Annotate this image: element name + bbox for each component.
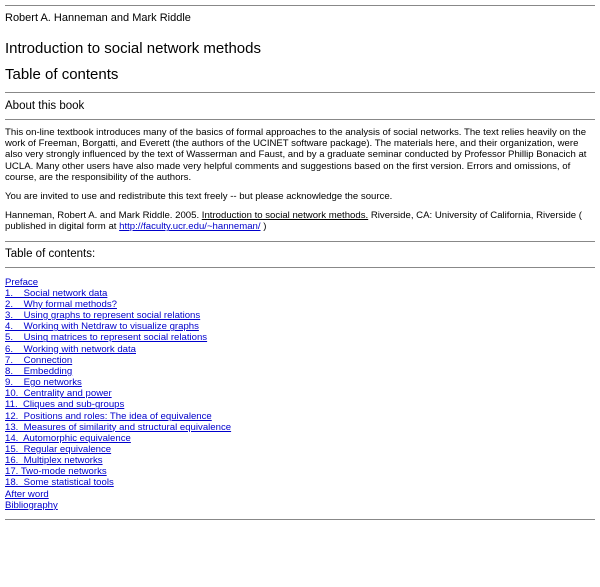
toc-item [5, 444, 595, 455]
toc-heading: Table of contents: [5, 247, 96, 260]
page-subtitle: Table of contents [5, 66, 119, 83]
citation-paragraph [5, 210, 595, 232]
authors-line: Robert A. Hanneman and Mark Riddle [5, 12, 191, 24]
citation-middle: Riverside, CA: University of California, Riverside ( published in digital form at [5, 210, 582, 233]
about-heading: About this book [5, 100, 85, 112]
page-title: Introduction to social network methods [5, 40, 261, 57]
citation-prefix: Hanneman, Robert A. and Mark Riddle. 2005. [5, 210, 202, 222]
toc-top-rule [5, 241, 595, 242]
about-paragraph-2: You are invited to use and redistribute this text freely -- but please acknowledge the source. [5, 191, 393, 203]
toc-item [5, 288, 595, 299]
bottom-rule [5, 519, 595, 520]
toc-heading-rule [5, 267, 595, 268]
toc-item [5, 344, 595, 355]
document-page [5, 0, 595, 520]
toc-item [5, 355, 595, 366]
toc-item [5, 310, 595, 321]
about-rule [5, 119, 595, 120]
toc-link[interactable]: 1. Social network data [5, 287, 108, 299]
toc-link[interactable]: 14. Automorphic equivalence [5, 432, 131, 444]
toc-link[interactable]: 15. Regular equivalence [5, 443, 112, 455]
toc-item [5, 422, 595, 433]
toc-item [5, 455, 595, 466]
toc-link[interactable]: 16. Multiplex networks [5, 455, 103, 467]
toc-item [5, 377, 595, 388]
toc-link[interactable]: 18. Some statistical tools [5, 477, 114, 489]
toc-item [5, 411, 595, 422]
toc-link[interactable]: 13. Measures of similarity and structural equivalence [5, 421, 232, 433]
toc-item [5, 321, 595, 332]
toc-link[interactable]: Bibliography [5, 499, 58, 511]
toc-link[interactable]: After word [5, 488, 49, 500]
toc-list [5, 277, 595, 511]
toc-item [5, 388, 595, 399]
toc-link[interactable]: 2. Why formal methods? [5, 298, 117, 310]
toc-item [5, 433, 595, 444]
citation-suffix: ) [260, 221, 267, 233]
toc-item [5, 332, 595, 343]
toc-item [5, 299, 595, 310]
toc-item [5, 399, 595, 410]
citation-title: Introduction to social network methods. [201, 210, 369, 222]
top-rule [5, 5, 595, 6]
toc-item [5, 500, 595, 511]
about-paragraph-1: This on-line textbook introduces many of the basics of formal approaches to the analysis of social networks. The text relies heavily on the work of Freeman, Borgatti, and Everett (the authors of the UCINET software package). The materials here, and their organization, were also very strongly influenced by the text of Wasserman and Faust, and by a graduate seminar conducted by Professor Phillip Bonacich at UCLA. Many other users have also made very helpful comments and suggestions based on the first version. Errors and omissions, of course, are the responsibility of the authors. [5, 127, 587, 183]
toc-link[interactable]: 4. Working with Netdraw to visualize graphs [5, 321, 199, 333]
toc-link[interactable]: 10. Centrality and power [5, 388, 112, 400]
toc-link[interactable]: 8. Embedding [5, 365, 73, 377]
toc-link[interactable]: 9. Ego networks [5, 377, 82, 389]
toc-item [5, 466, 595, 477]
toc-link[interactable]: 11. Cliques and sub-groups [5, 399, 125, 411]
toc-link[interactable]: 3. Using graphs to represent social relations [5, 310, 201, 322]
header-rule [5, 92, 595, 93]
toc-item [5, 477, 595, 488]
toc-link[interactable]: Preface [5, 276, 39, 288]
toc-link[interactable]: 12. Positions and roles: The idea of equivalence [5, 410, 212, 422]
toc-link[interactable]: 5. Using matrices to represent social relations [5, 332, 208, 344]
toc-item [5, 366, 595, 377]
citation-link[interactable]: http://faculty.ucr.edu/~hanneman/ [119, 221, 261, 233]
toc-item [5, 277, 595, 288]
toc-item [5, 489, 595, 500]
toc-link[interactable]: 17. Two-mode networks [5, 466, 107, 478]
toc-link[interactable]: 7. Connection [5, 354, 73, 366]
toc-link[interactable]: 6. Working with network data [5, 343, 136, 355]
